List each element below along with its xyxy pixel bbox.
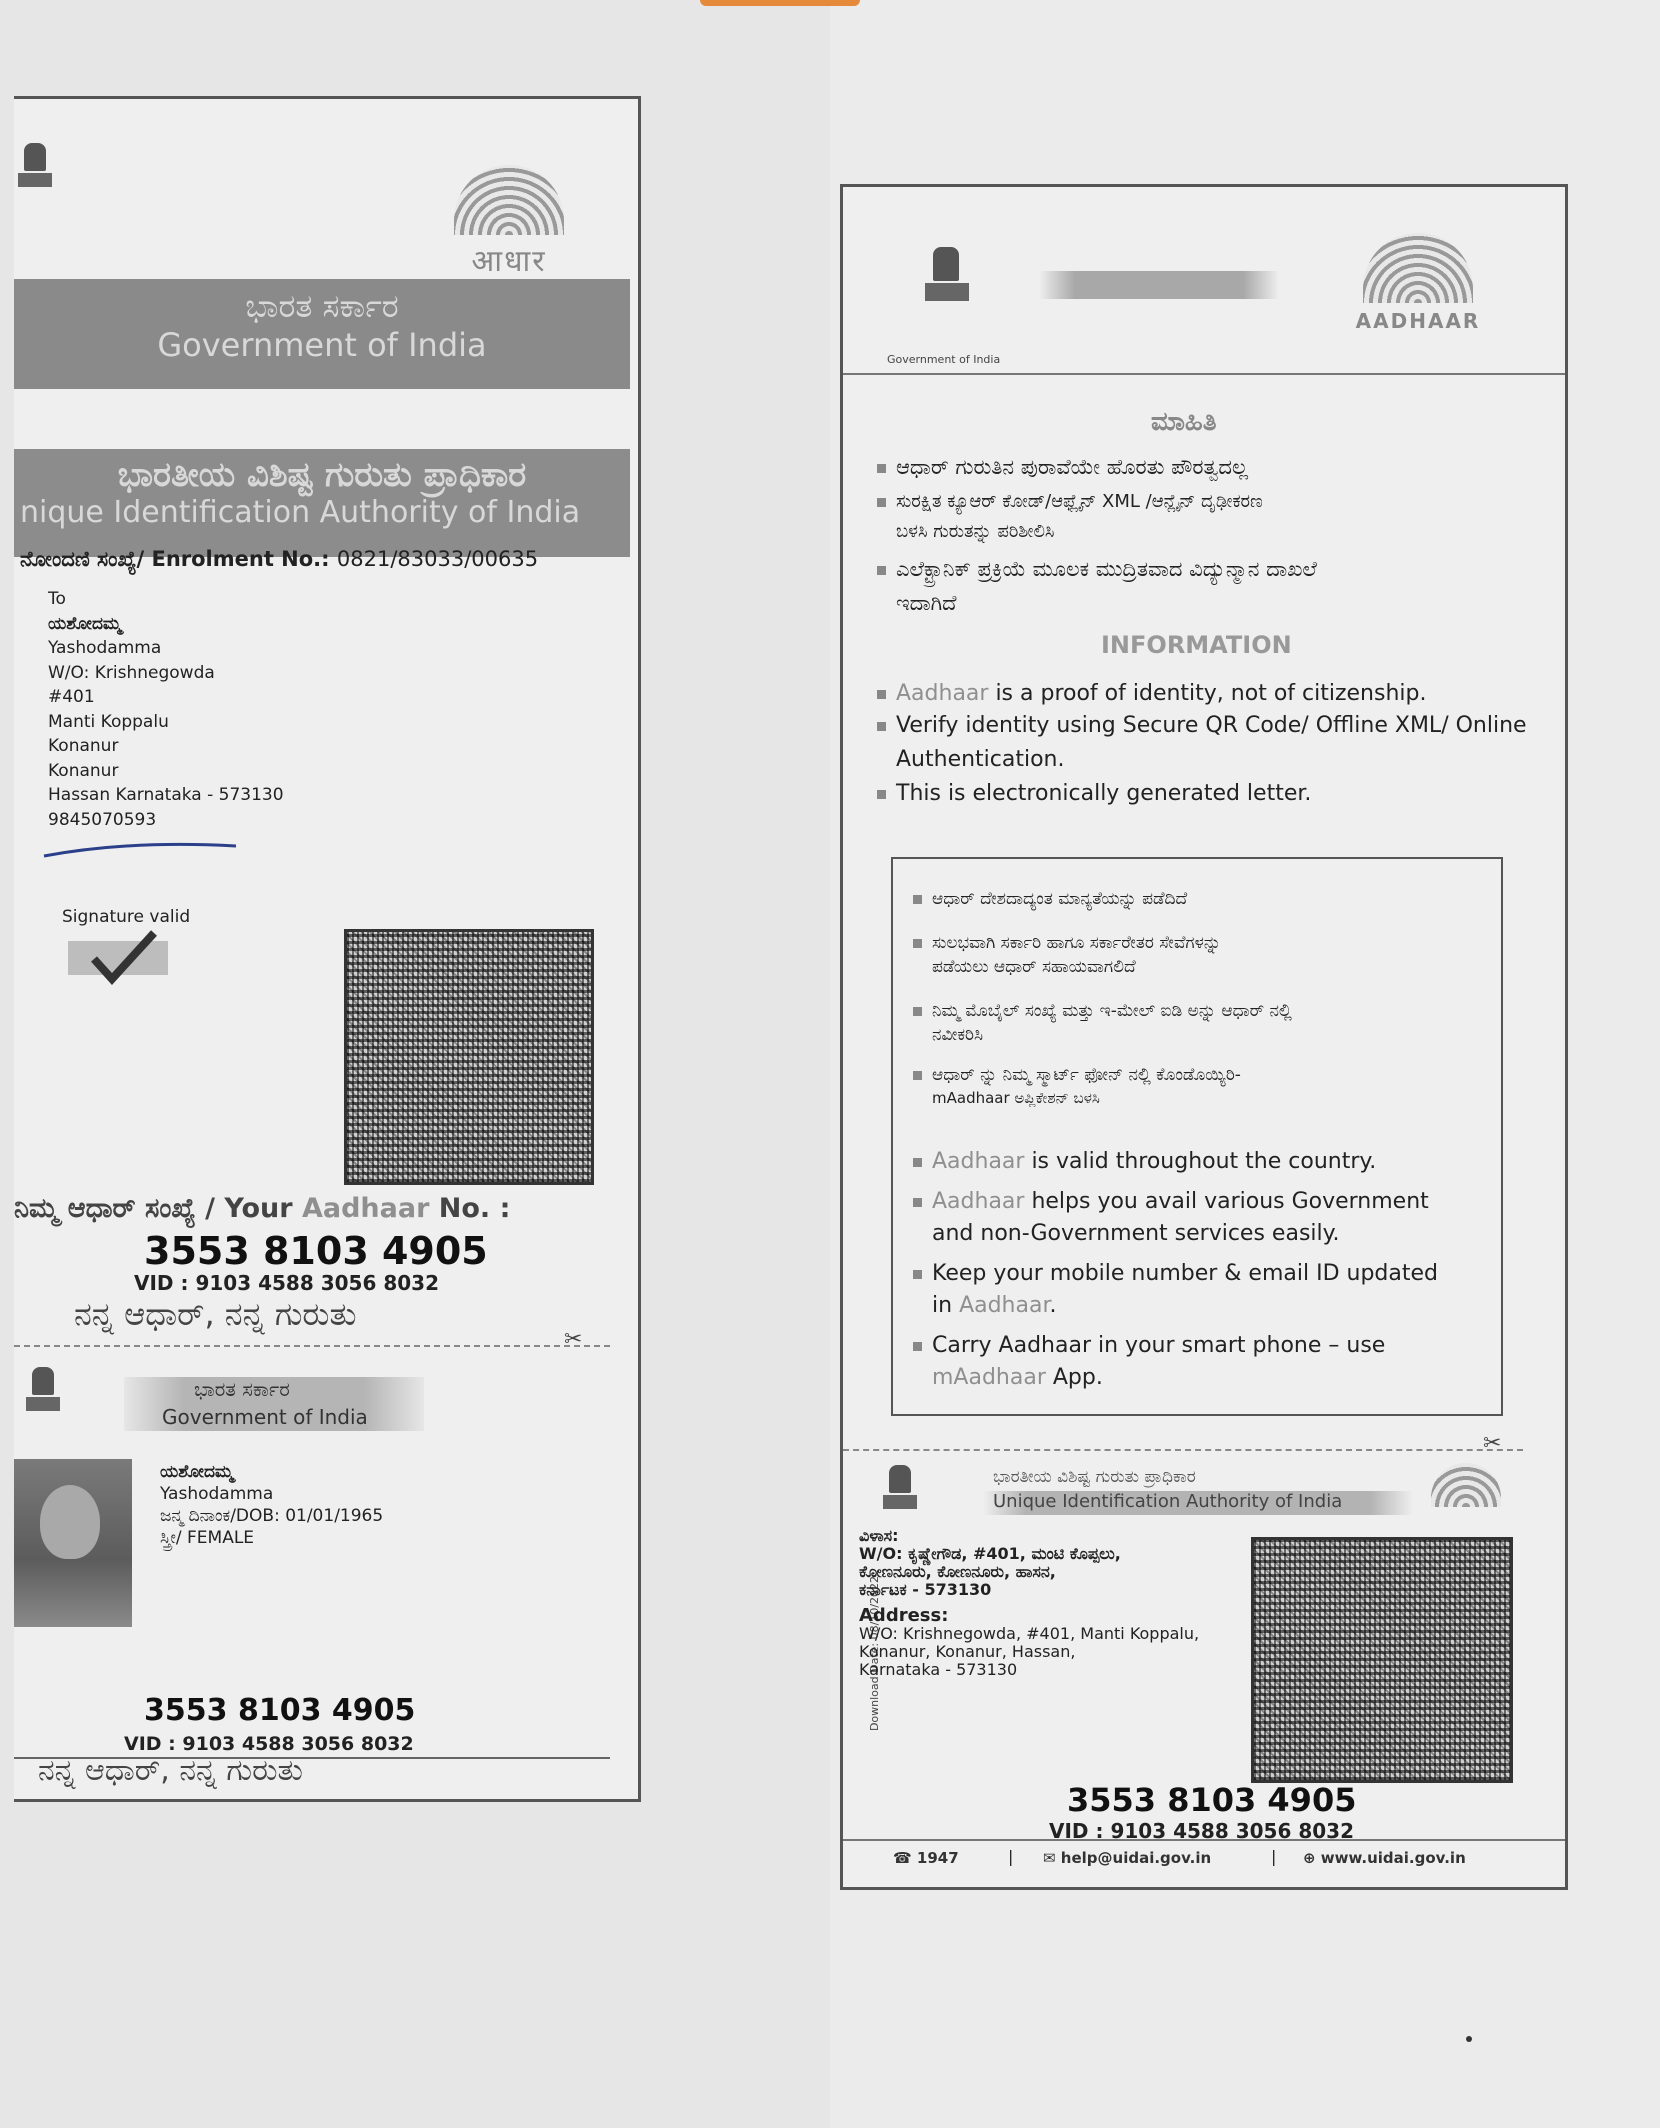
- website[interactable]: [1303, 1849, 1466, 1867]
- kannada-box-text: ಆಧಾರ್ ದೇಶದಾದ್ಯಂತ ಮಾನ್ಯತೆಯನ್ನು ಪಡೆದಿದೆ: [932, 889, 1188, 909]
- address-line: Konanur: [48, 760, 119, 781]
- kannada-box-text: ಪಡೆಯಲು ಆಧಾರ್ ಸಹಾಯವಾಗಲಿದೆ: [932, 957, 1136, 977]
- signature-valid-label: Signature valid: [62, 907, 191, 927]
- aadhaar-letter-card: [14, 96, 641, 1802]
- aadhaar-number: 3553 8103 4905: [1067, 1781, 1357, 1819]
- english-box-text: App.: [1045, 1365, 1103, 1390]
- emblem-caption: Government of India: [887, 353, 1001, 366]
- aadhaar-number: 3553 8103 4905: [144, 1229, 488, 1273]
- kannada-box-text: ನವೀಕರಿಸಿ: [932, 1025, 983, 1045]
- aadhaar-word: Aadhaar: [896, 681, 989, 706]
- kannada-info-point: [877, 491, 1263, 512]
- uidai-kannada: ಭಾರತೀಯ ವಿಶಿಷ್ಟ ಗುರುತು ಪ್ರಾಧಿಕಾರ: [117, 455, 527, 495]
- english-box-point: [913, 1149, 1376, 1174]
- english-info-text: This is electronically generated letter.: [896, 781, 1312, 806]
- bottom-vid-number: VID : 9103 4588 3056 8032: [124, 1733, 414, 1755]
- aadhaar-number-label: [14, 1193, 510, 1225]
- english-box-point: [913, 1261, 1438, 1286]
- kannada-info-text: ಎಲೆಕ್ಟ್ರಾನಿಕ್ ಪ್ರಕ್ರಿಯೆ ಮೂಲಕ ಮುದ್ರಿತವಾದ ವಿದ್ಯುನ್ಮಾನ ದಾಖಲೆ: [896, 557, 1317, 581]
- english-box-text: in: [932, 1293, 960, 1318]
- aadhaar-label-word: Aadhaar: [301, 1193, 430, 1224]
- aadhaar-label-prefix: ನಿಮ್ಮ ಆಧಾರ್ ಸಂಖ್ಯೆ / Your: [14, 1193, 302, 1224]
- address-english-line: Konanur, Konanur, Hassan,: [859, 1642, 1076, 1661]
- national-emblem-icon: [881, 1465, 919, 1525]
- english-box-text: and non-Government services easily.: [932, 1221, 1340, 1246]
- address-kannada-line: W/O: ಕೃಷ್ಣೇಗೌಡ, #401, ಮಂಟಿ ಕೊಪ್ಪಲು,: [859, 1544, 1121, 1563]
- phone-icon: ☎: [893, 1849, 917, 1867]
- qr-code: [344, 929, 594, 1185]
- address-kannada-line: ಕೋಣನೂರು, ಕೋಣನೂರು, ಹಾಸನ,: [859, 1562, 1056, 1581]
- email[interactable]: [1043, 1849, 1211, 1867]
- address-kannada: [859, 1527, 1121, 1599]
- signature-ink-line: [40, 834, 240, 864]
- website-url: www.uidai.gov.in: [1320, 1849, 1466, 1867]
- holder-name-english: Yashodamma: [160, 1484, 274, 1504]
- english-box-text: Carry Aadhaar in your smart phone – use: [932, 1333, 1386, 1358]
- address-line: #401: [48, 687, 95, 707]
- kannada-box-text: mAadhaar ಅಪ್ಲಿಕೇಶನ್ ಬಳಸಿ: [932, 1089, 1100, 1107]
- national-emblem-icon: [24, 1367, 62, 1427]
- national-emblem-icon: [917, 247, 977, 327]
- uidai-english: Unique Identification Authority of India: [993, 1491, 1343, 1512]
- address-line: Hassan Karnataka - 573130: [48, 785, 284, 805]
- small-govt-english: Government of India: [162, 1405, 368, 1429]
- download-date: Download Date: 08/10/2022: [868, 1575, 882, 1732]
- holder-dob: ಜನ್ಮ ದಿನಾಂಕ/DOB: 01/01/1965: [160, 1506, 384, 1526]
- kannada-info-point: [877, 557, 1317, 582]
- enrolment-label: ನೋಂದಣಿ ಸಂಖ್ಯೆ/ Enrolment No.:: [20, 547, 330, 571]
- cut-line: [843, 1449, 1523, 1451]
- scissors-icon: ✂: [1483, 1431, 1502, 1456]
- vid-number: VID : 9103 4588 3056 8032: [134, 1271, 439, 1295]
- address-line: Manti Koppalu: [48, 711, 169, 732]
- orange-strip: [700, 0, 860, 6]
- address-line: To: [48, 589, 66, 609]
- email-address: help@uidai.gov.in: [1060, 1849, 1212, 1867]
- english-box-text: is valid throughout the country.: [1024, 1149, 1377, 1174]
- address-line: W/O: Krishnegowda: [48, 662, 215, 683]
- kannada-info-point: [877, 455, 1248, 480]
- helpline-number: 1947: [916, 1849, 959, 1867]
- aadhaar-logo-text: AADHAAR: [1355, 309, 1481, 333]
- scissors-icon: ✂: [564, 1327, 583, 1352]
- globe-icon: ⊕: [1303, 1849, 1321, 1867]
- info-kannada-title: ಮಾಹಿತಿ: [1151, 407, 1217, 437]
- govt-banner: [14, 279, 630, 389]
- kannada-box-point: [913, 889, 1187, 909]
- address-kannada-line: ಕರ್ನಾಟಕ - 573130: [859, 1580, 992, 1599]
- kannada-box-point: [913, 933, 1221, 953]
- bottom-tagline: ನನ್ನ ಆಧಾರ್, ನನ್ನ ಗುರುತು: [38, 1753, 303, 1788]
- english-box-text: helps you avail various Government: [1024, 1189, 1429, 1214]
- english-box-line: [932, 1293, 1057, 1318]
- english-info-point: [877, 781, 1311, 806]
- address-english-line: Karnataka - 573130: [859, 1660, 1018, 1679]
- address-english-label: Address:: [859, 1605, 949, 1626]
- header-rule: [843, 373, 1565, 375]
- address-line: 9845070593: [48, 809, 157, 830]
- kannada-box-text: ನಿಮ್ಮ ಮೊಬೈಲ್ ಸಂಖ್ಯೆ ಮತ್ತು ಇ-ಮೇಲ್ ಐಡಿ ಅನ್ನು ಆಧಾರ್ ನಲ್ಲಿ: [932, 1001, 1292, 1021]
- kannada-box-point: [913, 1065, 1241, 1085]
- english-box-line: [932, 1365, 1103, 1390]
- kannada-info-text: ಇದಾಗಿದೆ: [896, 591, 957, 615]
- english-info-text: is a proof of identity, not of citizenship.: [988, 681, 1427, 706]
- uidai-banner: [14, 449, 630, 557]
- aadhaar-logo-icon: [1343, 233, 1493, 343]
- holder-name-kannada: ಯಶೋದಮ್ಮ: [160, 1462, 234, 1482]
- aadhaar-label-suffix: No. :: [429, 1193, 511, 1224]
- footer-rule: [843, 1839, 1565, 1841]
- kannada-info-text: ಬಳಸಿ ಗುರುತನ್ನು ಪರಿಶೀಲಿಸಿ: [896, 521, 1055, 542]
- aadhaar-info-card: [840, 184, 1568, 1890]
- address-english-line: W/O: Krishnegowda, #401, Manti Koppalu,: [859, 1624, 1200, 1643]
- enrolment-number: 0821/83033/00635: [336, 547, 539, 571]
- english-info-text: Verify identity using Secure QR Code/ Offline XML/ Online: [896, 713, 1527, 738]
- aadhaar-logo-icon: [434, 165, 584, 279]
- qr-code: [1251, 1537, 1513, 1783]
- holder-photo: [14, 1459, 132, 1627]
- footer-separator: |: [1008, 1847, 1014, 1866]
- kannada-box-text: ಆಧಾರ್ ನ್ನು ನಿಮ್ಮ ಸ್ಮಾರ್ಟ್ ಫೋನ್ ನಲ್ಲಿ ಕೊಂಡೊಯ್ಯಿರಿ-: [932, 1065, 1241, 1085]
- aadhaar-small-logo-icon: [1421, 1463, 1511, 1523]
- aadhaar-logo-text: आधार: [471, 244, 547, 279]
- uidai-kannada: ಭಾರತೀಯ ವಿಶಿಷ್ಟ ಗುರುತು ಪ್ರಾಧಿಕಾರ: [993, 1467, 1196, 1487]
- cut-line: [14, 1345, 610, 1347]
- english-box-text: .: [1049, 1293, 1057, 1318]
- holder-details: [160, 1461, 383, 1549]
- aadhaar-word: Aadhaar: [932, 1189, 1025, 1214]
- govt-english: Government of India: [157, 326, 487, 364]
- tagline: ನನ್ನ ಆಧಾರ್, ನನ್ನ ಗುರುತು: [74, 1295, 357, 1333]
- address-line: ಯಶೋದಮ್ಮ: [48, 613, 122, 634]
- header-stripe: [1039, 271, 1279, 299]
- address-line: Yashodamma: [48, 638, 162, 658]
- dust-dot: [1466, 2036, 1472, 2042]
- aadhaar-word: Aadhaar: [932, 1149, 1025, 1174]
- bottom-aadhaar-number: 3553 8103 4905: [144, 1693, 416, 1728]
- english-info-text: Authentication.: [896, 747, 1065, 772]
- enrolment-row: [20, 547, 538, 572]
- info-english-title: INFORMATION: [1101, 631, 1292, 659]
- holder-gender: ಸ್ತ್ರೀ/ FEMALE: [160, 1528, 255, 1548]
- kannada-info-text: ಆಧಾರ್ ಗುರುತಿನ ಪುರಾವೆಯೇ ಹೊರತು ಪೌರತ್ವದಲ್ಲ: [896, 455, 1249, 479]
- address-line: Konanur: [48, 736, 119, 756]
- aadhaar-word: Aadhaar: [959, 1293, 1050, 1318]
- vid-number: VID : 9103 4588 3056 8032: [1049, 1819, 1354, 1843]
- kannada-box-text: ಸುಲಭವಾಗಿ ಸರ್ಕಾರಿ ಹಾಗೂ ಸರ್ಕಾರೇತರ ಸೇವೆಗಳನ್ನು: [932, 933, 1222, 953]
- maadhaar-word: mAadhaar: [932, 1365, 1046, 1390]
- english-box-point: [913, 1333, 1385, 1358]
- kannada-box-point: [913, 1001, 1292, 1021]
- recipient-address: [48, 587, 284, 832]
- kannada-info-text: ಸುರಕ್ಷಿತ ಕ್ಯೂಆರ್ ಕೋಡ್/ಆಫ್ಲೈನ್ XML /ಆನ್ಲೈನ್ ದೃಢೀಕರಣ: [896, 491, 1263, 512]
- english-box-point: [913, 1189, 1429, 1214]
- address-english: [859, 1607, 1199, 1679]
- helpline: [893, 1849, 959, 1867]
- govt-kannada: ಭಾರತ ಸರ್ಕಾರ: [245, 287, 399, 325]
- footer-separator: |: [1271, 1847, 1277, 1866]
- national-emblem-icon: [16, 143, 54, 203]
- checkmark-icon: [64, 929, 184, 989]
- english-info-point: [877, 681, 1426, 706]
- mail-icon: ✉: [1043, 1849, 1061, 1867]
- address-kannada-label: ವಿಳಾಸ:: [859, 1526, 899, 1545]
- benefits-box: [891, 857, 1503, 1416]
- english-info-point: [877, 713, 1527, 738]
- small-govt-kannada: ಭಾರತ ಸರ್ಕಾರ: [194, 1377, 290, 1401]
- english-box-text: Keep your mobile number & email ID updated: [932, 1261, 1438, 1286]
- uidai-english: nique Identification Authority of India: [20, 495, 581, 530]
